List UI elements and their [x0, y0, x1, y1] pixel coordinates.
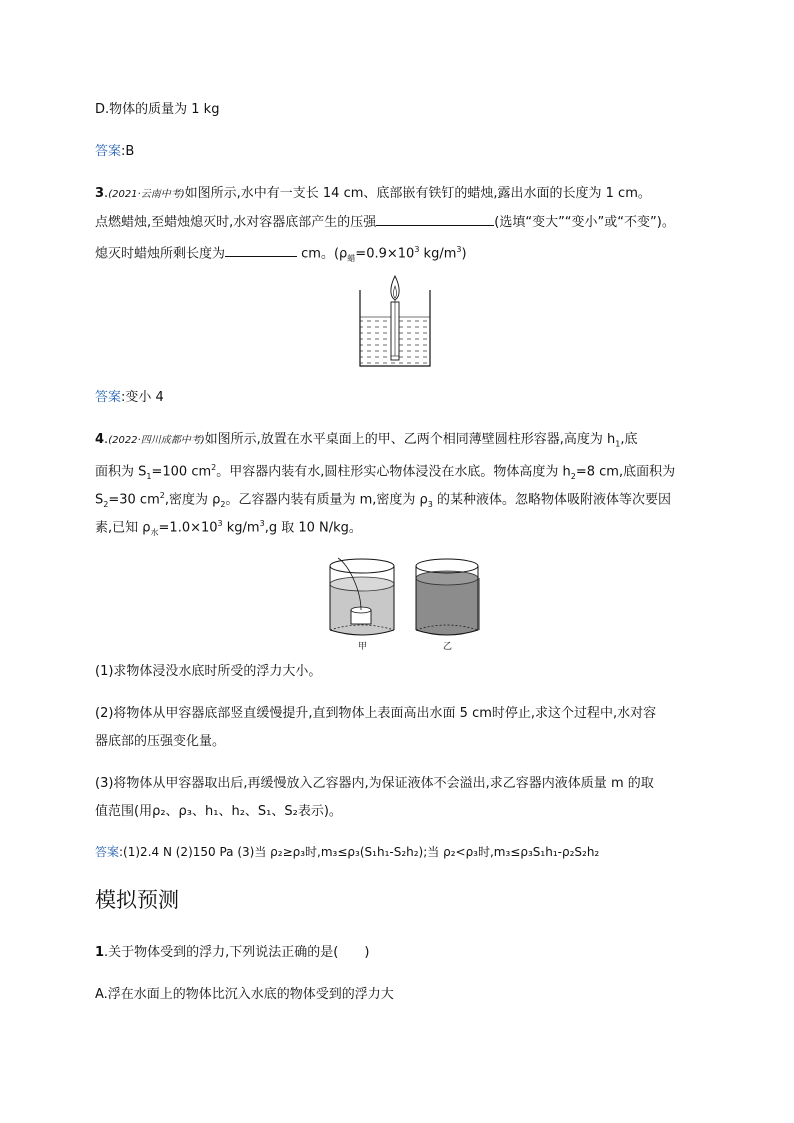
q3-line1: 3.(2021·云南中考)如图所示,水中有一支长 14 cm、底部嵌有铁钉的蜡烛,露出水面的长度为 1 cm。: [95, 186, 651, 201]
q3-text2b: (选填“变大”“变小”或“不变”)。: [494, 215, 675, 230]
section-title: 模拟预测: [95, 888, 179, 912]
q3-text2a: 点燃蜡烛,至蜡烛熄灭时,水对容器底部产生的压强: [95, 215, 377, 230]
question-source: (2021·云南中考): [108, 189, 185, 200]
q3-text3c: =0.9×10: [355, 246, 415, 262]
q3-text3d: kg/m: [419, 246, 457, 262]
question-number: 3: [95, 186, 105, 201]
question-number: 1: [95, 945, 105, 960]
p1-option-a: A.浮在水面上的物体比沉入水底的物体受到的浮力大: [95, 987, 394, 1002]
q4-text2a: 面积为 S: [95, 464, 147, 480]
q4-part2-line1: (2)将物体从甲容器底部竖直缓慢提升,直到物体上表面高出水面 5 cm时停止,求这个过程中,水对容: [95, 706, 657, 721]
answer-label: 答案: [95, 390, 122, 405]
p1-question: [95, 944, 369, 962]
answer-value: :(1)2.4 N (2)150 Pa (3)当 ρ₂≥ρ₃时,m₃≤ρ₃(S₁h₁-S₂h₂);当 ρ₂<ρ₃时,m₃≤ρ₃S₁h₁-ρ₂S₂h₂: [119, 845, 600, 859]
answer-blank[interactable]: [376, 213, 494, 226]
subscript: 蜡: [347, 253, 356, 263]
candle-figure: [350, 270, 440, 370]
q4-text2b: =100 cm: [151, 464, 212, 480]
q4-text3c: ,密度为 ρ: [164, 492, 221, 508]
label-jia: 甲: [358, 642, 368, 650]
q4-answer: [95, 843, 599, 861]
q4-text4c: kg/m: [222, 520, 260, 536]
q4-text4a: 素,已知 ρ: [95, 520, 151, 536]
q4-text3b: =30 cm: [108, 492, 160, 508]
q4-text2d: =8 cm,底面积为: [575, 464, 676, 480]
q4-line1: 4.(2022·四川成都中考)如图所示,放置在水平桌面上的甲、乙两个相同薄壁圆柱形容器,高度为 $h_1$,底: [95, 432, 638, 449]
q4-text1: 如图所示,放置在水平桌面上的甲、乙两个相同薄壁圆柱形容器,高度为 h: [204, 432, 616, 447]
superscript: 3: [456, 245, 462, 254]
container-jia: [330, 558, 394, 635]
question-text: .关于物体受到的浮力,下列说法正确的是( ): [104, 945, 370, 960]
q4-text4d: ,g 取 10 N/kg。: [264, 520, 362, 536]
q3-text3b: cm。(ρ: [297, 246, 348, 262]
q4-text1-end: ,底: [620, 432, 638, 447]
subscript: 2: [570, 471, 576, 481]
q4-text4b: =1.0×10: [158, 520, 218, 536]
q3-text3e: ): [461, 246, 467, 262]
subscript: 1: [615, 439, 621, 449]
q4-part2-line2: 器底部的压强变化量。: [95, 734, 226, 749]
q4-part3-line1: (3)将物体从甲容器取出后,再缓慢放入乙容器内,为保证液体不会溢出,求乙容器内液体质量 m 的取: [95, 776, 654, 791]
subscript: 1: [146, 471, 152, 481]
q3-answer: [95, 389, 164, 407]
superscript: 3: [414, 245, 420, 254]
answer-value: :B: [121, 144, 135, 159]
answer-label: 答案: [95, 845, 120, 859]
q4-text3e: 的某种液体。忽略物体吸附液体等次要因: [432, 492, 672, 508]
q3-text3a: 熄灭时蜡烛所剩长度为: [95, 246, 226, 262]
containers-figure: [320, 552, 480, 650]
q4-part1: (1)求物体浸没水底时所受的浮力大小。: [95, 664, 322, 679]
superscript: 2: [159, 491, 165, 500]
q4-part3-line2: 值范围(用ρ₂、ρ₃、h₁、h₂、S₁、S₂表示)。: [95, 804, 342, 819]
q2-answer: [95, 143, 134, 161]
answer-label: 答案: [95, 144, 122, 159]
q4-line2: [95, 459, 675, 486]
q4-line4: [95, 515, 362, 542]
q4-text2c: 。甲容器内装有水,圆柱形实心物体浸没在水底。物体高度为 h: [216, 464, 571, 480]
subscript: 2: [103, 499, 109, 509]
superscript: 3: [259, 519, 265, 528]
question-number: 4: [95, 432, 105, 447]
subscript: 水: [150, 527, 159, 537]
answer-value: :变小 4: [121, 390, 164, 405]
q3-line2: [95, 213, 675, 232]
q4-text3a: S: [95, 492, 104, 508]
q2-option-d: D.物体的质量为 1 kg: [95, 102, 220, 117]
label-yi: 乙: [443, 642, 453, 650]
question-source: (2022·四川成都中考): [108, 435, 205, 446]
q3-line3: [95, 241, 467, 268]
superscript: 3: [217, 519, 223, 528]
q4-line3: [95, 487, 671, 514]
subscript: 2: [220, 499, 226, 509]
q3-text1: 如图所示,水中有一支长 14 cm、底部嵌有铁钉的蜡烛,露出水面的长度为 1 cm。: [184, 186, 651, 201]
container-yi: [416, 559, 480, 635]
q4-text3d: 。乙容器内装有质量为 m,密度为 ρ: [225, 492, 428, 508]
subscript: 3: [427, 499, 433, 509]
superscript: 2: [211, 463, 217, 472]
answer-blank[interactable]: [225, 244, 297, 257]
